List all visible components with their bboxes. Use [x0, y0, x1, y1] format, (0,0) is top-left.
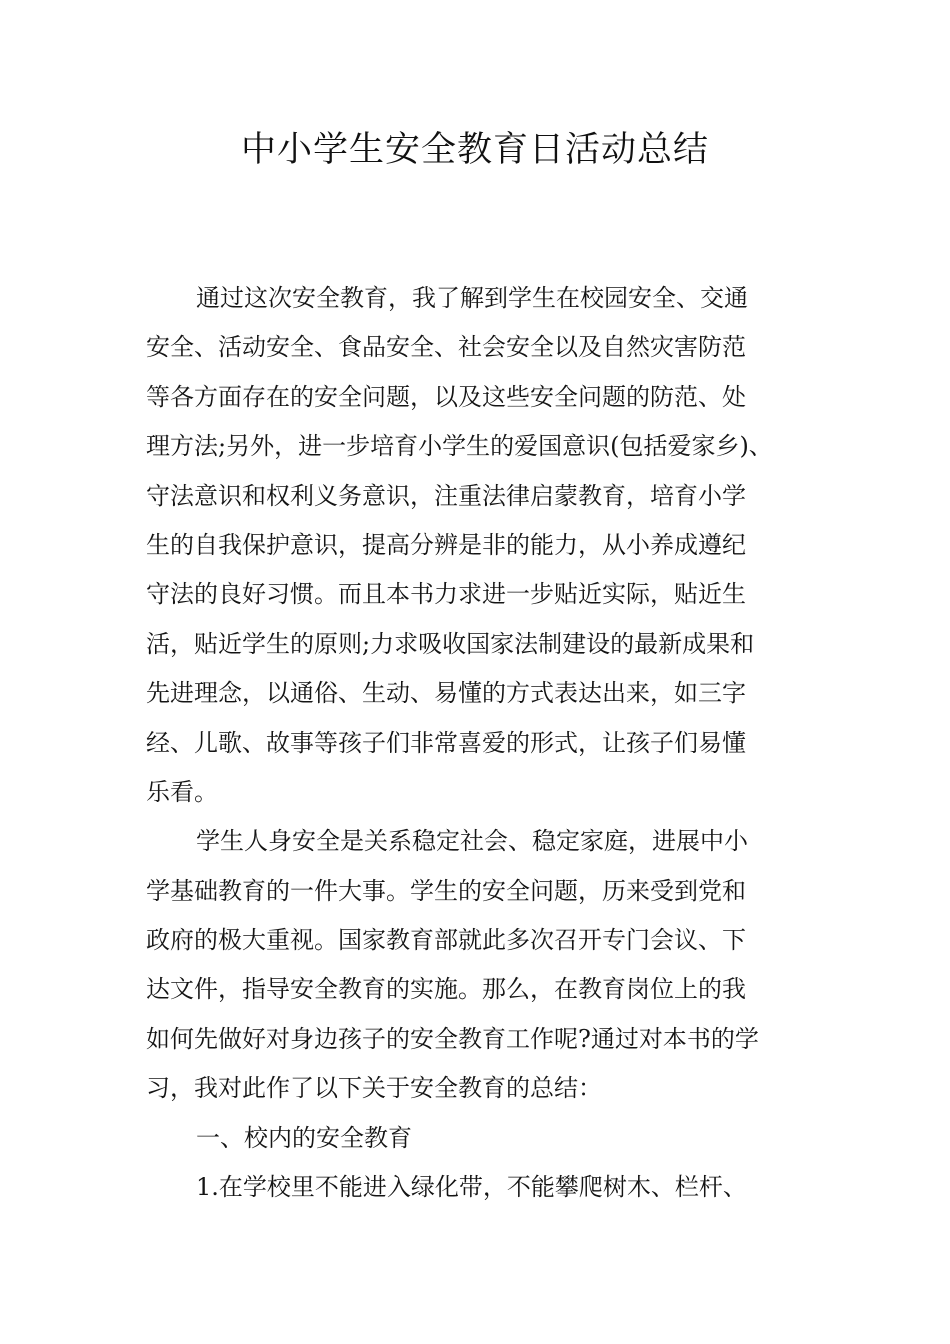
body-text-line: 1.在学校里不能进入绿化带，不能攀爬树木、栏杆、 [196, 1173, 747, 1202]
body-text-line: 生的自我保护意识，提高分辨是非的能力，从小养成遵纪 [146, 530, 746, 559]
document-body [146, 274, 812, 1212]
body-text-line: 经、儿歌、故事等孩子们非常喜爱的形式，让孩子们易懂 [146, 728, 746, 757]
body-text-line: 习，我对此作了以下关于安全教育的总结： [146, 1074, 602, 1103]
body-text-line: 安全、活动安全、食品安全、社会安全以及自然灾害防范 [146, 333, 746, 362]
body-text-line: 学生人身安全是关系稳定社会、稳定家庭，进展中小 [196, 827, 748, 856]
body-text-line: 如何先做好对身边孩子的安全教育工作呢?通过对本书的学 [146, 1024, 759, 1053]
body-text-line: 守法意识和权利义务意识，注重法律启蒙教育，培育小学 [146, 481, 746, 510]
body-text-line: 通过这次安全教育，我了解到学生在校园安全、交通 [196, 284, 748, 312]
body-text-line: 政府的极大重视。国家教育部就此多次召开专门会议、下 [146, 926, 746, 955]
body-text-line: 学基础教育的一件大事。学生的安全问题，历来受到党和 [146, 876, 746, 905]
body-text-line: 先进理念，以通俗、生动、易懂的方式表达出来，如三字 [146, 679, 746, 708]
document-title: 中小学生安全教育日活动总结 [240, 130, 709, 170]
body-text-line: 守法的良好习惯。而且本书力求进一步贴近实际，贴近生 [146, 580, 746, 609]
body-text-line: 达文件，指导安全教育的实施。那么，在教育岗位上的我 [146, 975, 746, 1004]
body-text-line: 活，贴近学生的原则;力求吸收国家法制建设的最新成果和 [146, 629, 755, 658]
body-text-line: 一、校内的安全教育 [196, 1123, 412, 1152]
body-text-line: 乐看。 [146, 777, 218, 806]
body-text-line: 理方法;另外，进一步培育小学生的爱国意识(包括爱家乡)、 [146, 432, 773, 461]
body-text-line: 等各方面存在的安全问题，以及这些安全问题的防范、处 [146, 382, 746, 411]
